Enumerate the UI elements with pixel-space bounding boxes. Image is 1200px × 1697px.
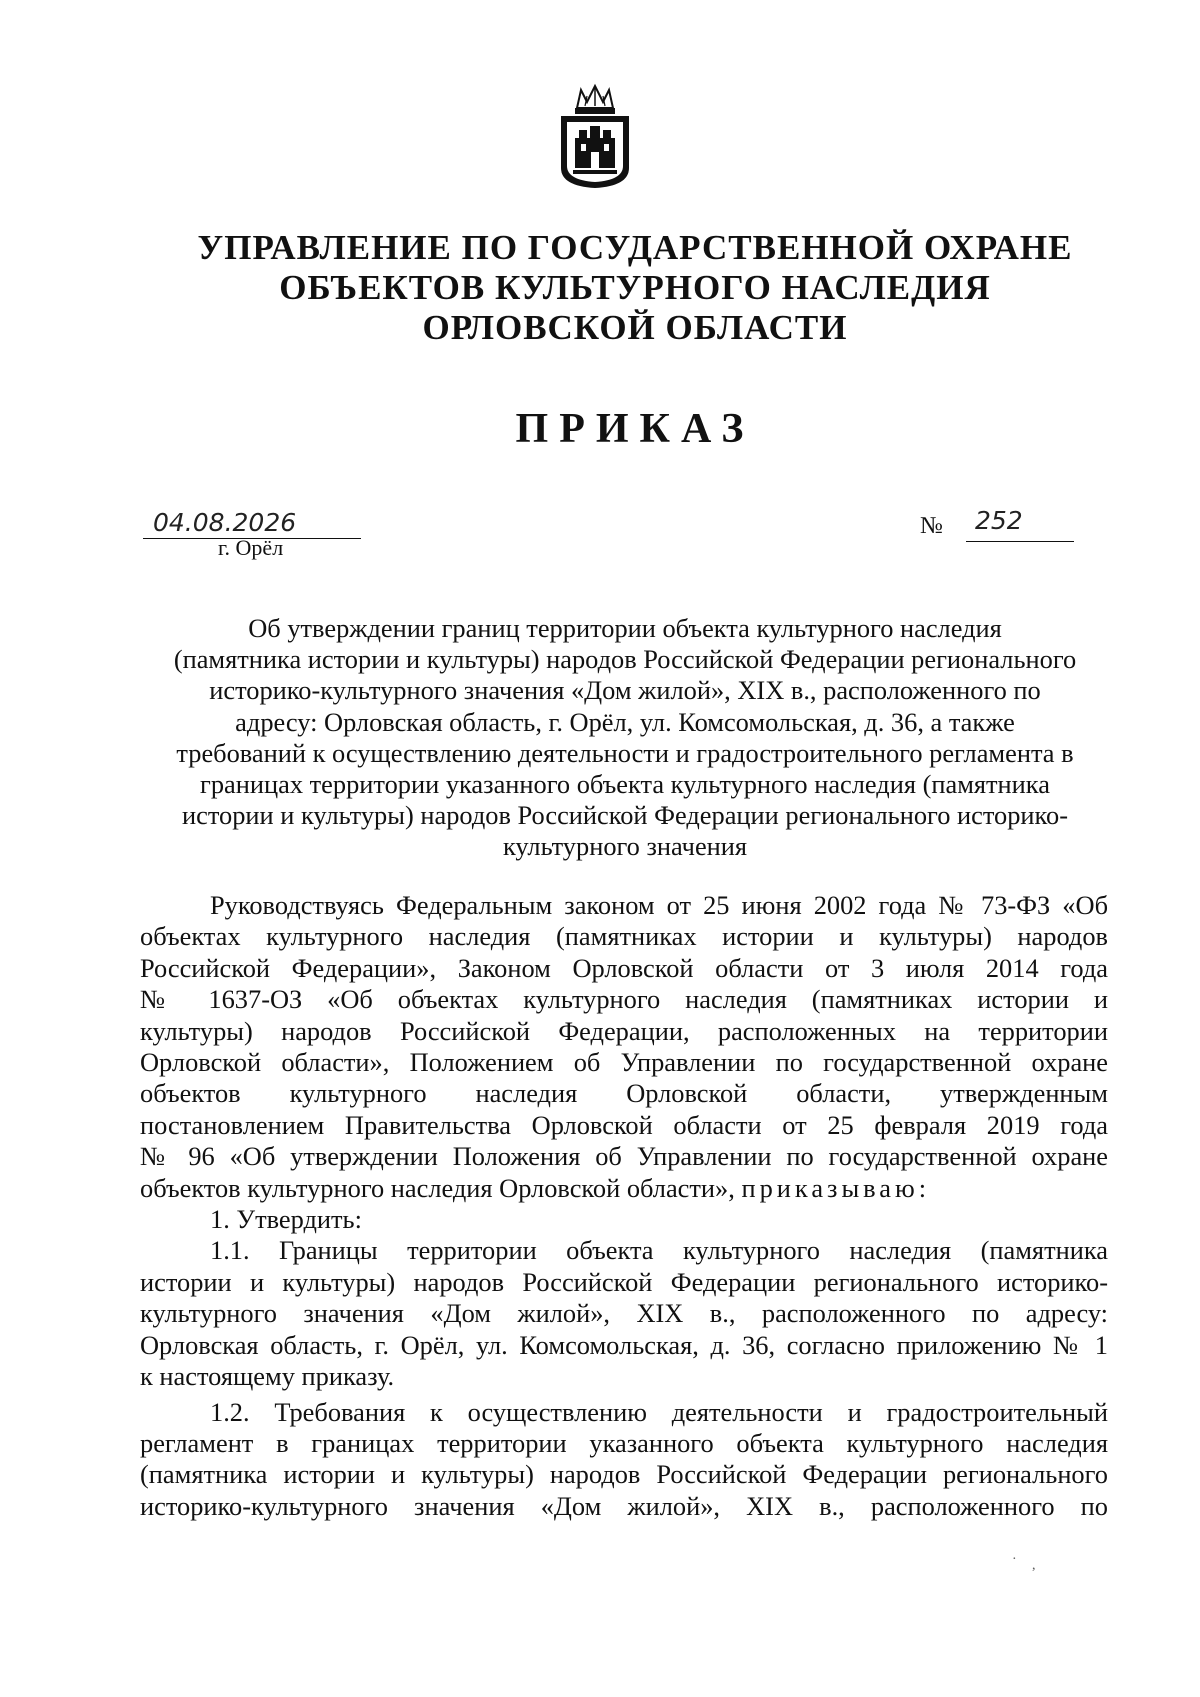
item-1-1-line: культурного значения «Дом жилой», XIX в., расположенного по адресу: bbox=[140, 1298, 1108, 1329]
item-1-2-line: историко-культурного значения «Дом жилой», XIX в., расположенного по bbox=[140, 1490, 1108, 1521]
document-type-title: ПРИКАЗ bbox=[515, 406, 755, 452]
subject-line: границах территории указанного объекта культурного наследия (памятника bbox=[200, 769, 1050, 800]
item-1-1-line: истории и культуры) народов Российской Федерации регионального историко- bbox=[140, 1266, 1108, 1297]
scan-speck: · bbox=[1012, 1552, 1017, 1567]
number-label: № bbox=[920, 513, 943, 539]
order-word: приказываю: bbox=[741, 1172, 931, 1203]
subject-line: требований к осуществлению деятельности и градостроительного регламента в bbox=[176, 737, 1074, 768]
preamble-paragraph bbox=[140, 890, 1108, 1522]
item-1: 1. Утвердить: bbox=[210, 1204, 362, 1235]
city-label: г. Орёл bbox=[218, 535, 284, 560]
org-name-line-3: ОРЛОВСКОЙ ОБЛАСТИ bbox=[422, 308, 848, 347]
preamble-line: Российской Федерации», Законом Орловской области от 3 июля 2014 года bbox=[140, 952, 1108, 983]
subject-line: истории и культуры) народов Российской Федерации регионального историко- bbox=[182, 800, 1068, 831]
scan-speck: , bbox=[1032, 1558, 1036, 1573]
number-underline bbox=[966, 541, 1074, 542]
item-1-2-line: регламент в границах территории указанного объекта культурного наследия bbox=[140, 1427, 1108, 1458]
order-subject bbox=[140, 613, 1110, 863]
subject-line: Об утверждении границ территории объекта культурного наследия bbox=[248, 613, 1002, 643]
preamble-line: объектах культурного наследия (памятниках истории и культуры) народов bbox=[140, 921, 1108, 952]
handwritten-date: 04.08.2026 bbox=[153, 508, 297, 537]
item-1-2-line: (памятника истории и культуры) народов Российской Федерации регионального bbox=[140, 1459, 1108, 1490]
preamble-line: постановлением Правительства Орловской области от 25 февраля 2019 года bbox=[140, 1109, 1108, 1140]
preamble-line: Орловской области», Положением об Управлении по государственной охране bbox=[140, 1047, 1108, 1078]
preamble-line: культуры) народов Российской Федерации, расположенных на территории bbox=[140, 1015, 1108, 1046]
item-1-1-line: к настоящему приказу. bbox=[140, 1361, 395, 1392]
preamble-line: № 96 «Об утверждении Положения об Управлении по государственной охране bbox=[140, 1141, 1108, 1172]
subject-line: историко-культурного значения «Дом жилой», XIX в., расположенного по bbox=[209, 675, 1041, 706]
coat-of-arms-icon bbox=[557, 82, 633, 190]
subject-line: адресу: Орловская область, г. Орёл, ул. Комсомольская, д. 36, а также bbox=[235, 706, 1015, 737]
subject-line: (памятника истории и культуры) народов Российской Федерации регионального bbox=[173, 644, 1077, 675]
org-name-line-2: ОБЪЕКТОВ КУЛЬТУРНОГО НАСЛЕДИЯ bbox=[279, 268, 991, 307]
preamble-line: объектов культурного наследия Орловской области, утвержденным bbox=[140, 1078, 1108, 1109]
preamble-last-text: объектов культурного наследия Орловской области», bbox=[140, 1172, 735, 1203]
handwritten-number: 252 bbox=[975, 506, 1023, 535]
preamble-line: № 1637-ОЗ «Об объектах культурного наследия (памятниках истории и bbox=[140, 984, 1108, 1015]
subject-line: культурного значения bbox=[502, 831, 748, 862]
item-1-1-line: 1.1. Границы территории объекта культурного наследия (памятника bbox=[210, 1235, 1108, 1266]
preamble-line bbox=[140, 1173, 1108, 1204]
org-name-line-1: УПРАВЛЕНИЕ ПО ГОСУДАРСТВЕННОЙ ОХРАНЕ bbox=[197, 228, 1073, 267]
item-1-1-line: Орловская область, г. Орёл, ул. Комсомольская, д. 36, согласно приложению № 1 bbox=[140, 1329, 1108, 1360]
preamble-line: Руководствуясь Федеральным законом от 25 июня 2002 года № 73-ФЗ «Об bbox=[210, 890, 1108, 920]
item-1-2-line: 1.2. Требования к осуществлению деятельности и градостроительный bbox=[210, 1396, 1108, 1427]
